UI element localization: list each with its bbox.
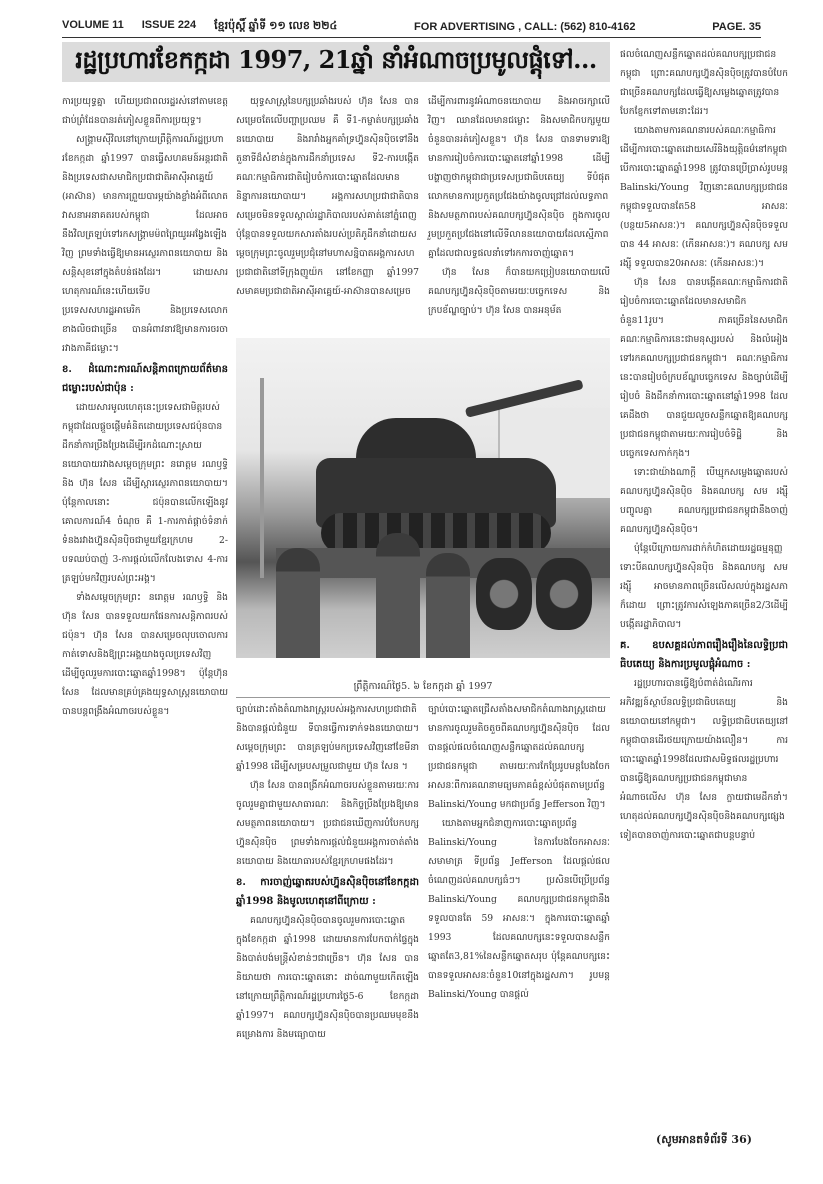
article-column-3-lower	[428, 700, 610, 1170]
article-paragraph: យោងតាមអ្នកជំនាញការបោះឆ្នោតប្រព័ន្ធ Balinski/Young នៃការបែងចែកអាសនៈសមាមាត្រ ទីប្រព័ន្ធ Jefferson ដែលផ្តល់ផលចំណេញដល់គណបក្សធំៗ។ ប្រសិនបើប្រើប្រព័ន្ធ Balinski/Young គណបក្សប្រជាជនកម្ពុជានឹងទទួលបានតែ 59 អាសនៈ។ ក្នុងការបោះឆ្នោតឆ្នាំ 1993 ដែលគណបក្សនេះទទួលបានសន្លឹកឆ្នោតតែ3,81%នៃសន្លឹកឆ្នោតសរុប ប៉ុន្តែគណបក្សនេះបានទទួលអាសនៈចំនួន10នៅក្នុងរដ្ឋសភា។ រូបមន្ត Balinski/Young បានផ្តល់	[428, 818, 610, 1000]
tank-tracks	[321, 513, 551, 553]
article-paragraph: ច្បាប់បោះឆ្នោតជ្រើសតាំងសមាជិកតំណាងរាស្ត្រដោយមានការចូលរួមតិចតួចពីគណបក្សហ្វ៊ុនស៊ិនប៉ិច ដែលបានផ្តល់ផលចំណេញសន្លឹកឆ្នោតដល់គណបក្សប្រជាជនកម្ពុជា តាមរយៈការកែប្រែរូបមន្តបែងចែកអាសនៈពីការគណនាមធ្យមភាគធំខ្ពស់បំផុតតាមប្រព័ន្ធ Balinski/Young មកជាប្រព័ន្ធ Jefferson វិញ។	[428, 704, 610, 810]
issue-label: ISSUE 224	[141, 19, 197, 31]
headline-banner	[62, 42, 610, 82]
truck-wheel	[536, 558, 592, 630]
article-paragraph: ប៉ុន្តែបើក្រោយការដាក់កំហិតដោយរដ្ឋធម្មនុញ្ញ ទោះបីគណបក្សហ្វ៊ុនស៊ិនប៉ិច និងគណបក្ស សម រង្ស៊ី អាចមានភាពច្រើនលើសលប់ក្នុងរដ្ឋសភា ក៏ដោយ ព្រោះត្រូវការសំឡេងភាគច្រើន2/3ដើម្បីបង្កើតរដ្ឋាភិបាល។	[620, 543, 788, 630]
section-heading: ខ. ដំណោះការណ៍សន្តិភាពក្រោយព័ត៌មានជម្លោះរបស់ជាប៉ុន :	[62, 364, 228, 394]
article-paragraph: ការប្រយុទ្ធគ្នា ហើយប្រជាពលរដ្ឋរស់នៅតាមខេត្តជាប់ព្រំដែនបានរត់ភៀសខ្លួនពីការប្រយុទ្ធ។	[62, 96, 228, 126]
soldier	[426, 553, 470, 658]
khmer-issue-label: ខ្មែរប៉ុស្តិ៍ ឆ្នាំទី ១១ លេខ ២២៤	[214, 20, 338, 32]
article-paragraph: ទោះជាយ៉ាងណាក្តី បើឃ្មុកសម្លេងឆ្នោតរបស់គណបក្សហ្វ៊ុនស៊ិនប៉ិច និងគណបក្ស សម រង្ស៊ី បញ្ចូលគ្នា គណបក្សប្រជាជនកម្ពុជានឹងចាញ់គណបក្សហ្វ៊ុនស៊ិនប៉ិច។	[620, 467, 788, 535]
article-column-2-lower	[236, 700, 419, 1170]
article-paragraph: ដើម្បីការពារនូវអំណាចនយោបាយ និងអាចរក្សាលើវិញ។ ឈានដែលមានជម្លោះ និងសមាជិកបក្សមួយចំនួនបានរត់ភៀសខ្លួន។ ហ៊ុន សែន បានទាមទារឱ្យមានការរៀបចំការបោះឆ្នោតនៅឆ្នាំ1998 ដើម្បីបង្ហាញថាកម្ពុជាជាប្រទេសប្រជាធិបតេយ្យ ទីបំផុតលោកមានការប្រកួតប្រជែងយ៉ាងចូលជ្រៅដល់លទ្ធភាព និងសមត្ថភាពរបស់គណបក្សហ្វ៊ុនស៊ិនប៉ិច ក្នុងការចូលរួមប្រកួតប្រជែងនៅលើទីលាននយោបាយដែលស្មើភាពគ្នាដែលជាលទ្ធផលនាំទៅរកការចាញ់ឆ្នោត។	[428, 96, 610, 259]
advertising-contact: FOR ADVERTISING , CALL: (562) 810-4162	[414, 21, 636, 33]
section-heading: ខ. ការចាញ់ឆ្នោតរបស់ហ្វ៊ុនស៊ិនប៉ិចនៅខែកក្កដា ឆ្នាំ1998 និងមូលហេតុនៅពីក្រោយ :	[236, 877, 419, 907]
article-paragraph: ទាំងសម្តេចក្រុមព្រះ នរោត្តម រណឫទ្ធិ និង ហ៊ុន សែន បានទទួលយកផែនការសន្តិភាពរបស់ជប៉ុន។ ហ៊ុន សែន បានសម្រេចលុបចោលការកាត់ទោសនិងឱ្យព្រះអង្គយាងចូលប្រទេសវិញដើម្បីចូលរួមការបោះឆ្នោតឆ្នាំ1998។ ប៉ុន្តែហ៊ុន សែន ដែលមានគ្រប់គ្រងយុទ្ធសាស្ត្រនយោបាយ បានបន្តពង្រឹងអំណាចរបស់ខ្លួន។	[62, 592, 228, 717]
article-paragraph: ច្បាប់ដោះតាំងតំណាងរាស្ត្ររបស់អង្គការសហប្រជាជាតិ និងបានផ្តល់ជំនួយ ទីបានធ្វើការទាក់ទងនយោបាយ។ សម្តេចក្រុមព្រះ បានត្រឡប់មកប្រទេសវិញនៅខែមីនា ឆ្នាំ1998 ដើម្បីសម្របសម្រួលជាមួយ ហ៊ុន សែន ។	[236, 704, 419, 772]
article-paragraph: ហ៊ុន សែន ក៏បានយកប្រៀបនយោបាយលើគណបក្សហ្វ៊ុនស៊ិនប៉ិចតាមរយៈបច្ចេកទេស និងក្របខ័ណ្ឌច្បាប់។ ហ៊ុន សែន បានអនុម័ត	[428, 267, 610, 316]
header-rule	[62, 37, 761, 38]
caption-rule	[236, 697, 610, 698]
news-photo	[236, 338, 610, 658]
section-heading: គ. ឧបសគ្គដល់ភាពរឿងរឿងនៃលទ្ធិប្រជាធិបតេយ្យ និងការប្រមូលផ្តុំអំណាច :	[620, 640, 788, 670]
article-paragraph: ហ៊ុន សែន បានពង្រីកអំណាចរបស់ខ្លួនតាមរយៈការចូលរួមគ្នាជាមួយសាធារណៈ និងកិច្ចប្រឹងប្រែងឱ្យមានសមត្ថភាពនយោបាយ។ ប្រជាជនឃើញការបំបែកបក្សហ្វ៊ុនស៊ិនប៉ិច ព្រមទាំងការផ្តល់ជំនួយអង្គការចាត់តាំងនយោបាយ និងយោធារបស់ខ្មែរក្រហមផងដែរ។	[236, 780, 419, 867]
soldier	[376, 533, 420, 658]
article-paragraph: ផលចំណេញសន្លឹកឆ្នោតដល់គណបក្សប្រជាជនកម្ពុជា ព្រោះគណបក្សហ្វ៊ុនស៊ិនប៉ិចត្រូវបានបំបែកជាច្រើនគណបក្សដែលធ្វើឱ្យសម្លេងឆ្នោតត្រូវបានបែកខ្ញែកទៅតាមនោះដែរ។	[620, 49, 788, 117]
page-header	[62, 18, 761, 36]
truck-wheel	[476, 558, 532, 630]
article-column-2	[236, 92, 419, 332]
article-column-3	[428, 92, 610, 332]
article-paragraph: យុទ្ធសាស្ត្រនៃបក្សប្រឆាំងរបស់ ហ៊ុន សែន បានសម្រេចតែលើបញ្ហាប្រឈម គឺ ទី1-កម្ចាត់បក្សប្រឆាំងនយោបាយ និងរារាំងអ្នកគាំទ្រហ្វ៊ុនស៊ិនប៉ិចទៅនឹងតួនាទីដ៏សំខាន់ក្នុងការដឹកនាំប្រទេស ទី2-ការបង្កើតគណៈកម្មាធិការជាតិរៀបចំការបោះឆ្នោតដែលមាននិន្នាការនយោបាយ។ អង្គការសហប្រជាជាតិបានសម្រេចមិនទទួលស្គាល់រដ្ឋាភិបាលរបស់គាត់នៅភ្នំពេញ ប៉ុន្តែបានទទួលយកសារតាំងរបស់ប្រតិភូដឹកនាំដោយសម្តេចក្រុមព្រះចូលរួមប្រជុំនៅមហាសន្និបាតអង្គការសហប្រជាជាតិនៅទីក្រុងញូយ៉ក នៅខែកញ្ញា ឆ្នាំ1997 សមាគមប្រជាជាតិអាស៊ីអាគ្នេយ៍-អាស៊ានបានសម្រេច	[236, 96, 419, 297]
issue-info	[62, 19, 337, 35]
page-number: PAGE. 35	[712, 21, 761, 33]
volume-label: VOLUME 11	[62, 19, 124, 31]
headline: រដ្ឋប្រហារខែកក្កដា 1997, 21ឆ្នាំ នាំអំណាចប្រមូលផ្តុំទៅ...	[75, 44, 597, 74]
photo-caption: ព្រឹត្តិការណ៍ថ្ងៃ5. ៦ ខែកក្កដា ឆ្នាំ 1997	[353, 681, 493, 692]
continued-on-page: (សូមអានតទំព័រទី 36)	[656, 1133, 752, 1146]
photo-pole	[260, 378, 264, 578]
article-paragraph: គណបក្សហ្វ៊ុនស៊ិនប៉ិចបានចូលរួមការបោះឆ្នោតក្នុងខែកក្កដា ឆ្នាំ1998 ដោយមានការបែកបាក់ផ្ទៃក្នុង និងបាត់បង់មន្ត្រីសំខាន់ៗជាច្រើន។ ហ៊ុន សែន បាននិយាយថា ការបោះឆ្នោតនោះ ដាច់ណាមួយកើតឡើងនៅក្រោយព្រឹត្តិការណ៍រដ្ឋប្រហារថ្ងៃ5-6 ខែកក្កដា ឆ្នាំ1997។ គណបក្សហ្វ៊ុនស៊ិនប៉ិចបានប្រឈមមុខនឹងគម្រោងការ និងមធ្យោបាយ	[236, 915, 419, 1040]
article-column-1	[62, 92, 228, 1172]
soldier	[276, 548, 320, 658]
article-paragraph: ដោយសារមូលហេតុនេះប្រទេសជាមិត្តរបស់កម្ពុជាដែលផ្តួចផ្តើមគំនិតដោយប្រទេសជប៉ុនបានដឹកនាំការប្រឹងប្រែងដើម្បីរកដំណោះស្រាយនយោបាយរវាងសម្តេចក្រុមព្រះ នរោត្តម រណឫទ្ធិ និង ហ៊ុន សែន ដើម្បីស្តារស្ថេរភាពនយោបាយ។ ប៉ុន្តែកាលនោះ ជប៉ុនបានលើកឡើងនូវគោលការណ៍4 ចំណុច គឺ 1-ការកាត់ផ្តាច់ទំនាក់ទំនងរវាងហ្វ៊ុនស៊ិនប៉ិចជាមួយខ្មែរក្រហម 2-បទឈប់បាញ់ 3-ការផ្តល់លើកលែងទោស 4-ការត្រឡប់មកវិញរបស់ព្រះអង្គ។	[62, 402, 228, 584]
article-paragraph: សង្គ្រាមស៊ីវិលនៅក្រោយព្រឹត្តិការណ៍រដ្ឋប្រហារខែកក្កដា ឆ្នាំ1997 បានធ្វើសហគមន៍អន្តរជាតិ និងប្រទេសជាសមាជិកប្រជាជាតិអាស៊ីអាគ្នេយ៍ (អាស៊ាន) មានការព្រួយបារម្ភយ៉ាងខ្លាំងអំពីលោតវាសនាអនាគតរបស់កម្ពុជា ដែលអាចនឹងវិលត្រឡប់ទៅរកសង្គ្រាមម៉ពព្រៃយូរអង្វែងឡើងវិញ ព្រមទាំងធ្វើឱ្យមានអស្ថេរភាពនយោបាយ និងសន្តិសុខនៅក្នុងតំបន់ផងដែរ។ ដោយសារហេតុការណ៍នេះហើយទើបប្រទេសសហរដ្ឋអាមេរិក និងប្រទេសលោកខាងលិចជាច្រើន បានអំពាវនាវឱ្យមានការចរចារវាងភាគីជម្លោះ។	[62, 134, 228, 354]
article-column-4	[620, 45, 788, 1135]
article-paragraph: ហ៊ុន សែន បានបង្កើតគណៈកម្មាធិការជាតិរៀបចំការបោះឆ្នោតដែលមានសមាជិកចំនួន11រូប។ ភាគច្រើននៃសមាជិកគណៈកម្មាធិការនេះជាមនុស្សរបស់ និងលំអៀងទៅរកគណបក្សប្រជាជនកម្ពុជា។ គណៈកម្មាធិការនេះបានរៀបចំក្របខ័ណ្ឌបច្ចេកទេស និងច្បាប់ដើម្បីរៀបចំ និងដឹកនាំការបោះឆ្នោតនៅឆ្នាំ1998 ដែលគេដឹងថា បានជួយលួចសន្លឹកឆ្នោតឱ្យគណបក្សប្រជាជនកម្ពុជាតាមរយៈការរៀបចំទិដ្ឋិ និងបច្ចេកទេសកាក់កុង។	[620, 277, 788, 459]
article-paragraph: រដ្ឋប្រហារបានធ្វើឱ្យបំពាត់ដំណើរការអភិវឌ្ឍន៍ស្ថាប័នលទ្ធិប្រជាធិបតេយ្យ និងនយោបាយនៅកម្ពុជា។ លទ្ធិប្រជាធិបតេយ្យនៅកម្ពុជាបានដើរថយក្រោយយ៉ាងលឿន។ ការបោះឆ្នោតឆ្នាំ1998ដែលជាសមិទ្ធផលរដ្ឋប្រហារបានធ្វើឱ្យគណបក្សប្រជាជនកម្ពុជាមានអំណាចលើស ហ៊ុន សែន ក្លាយជាមេដឹកនាំ។ ហេតុដល់គណបក្សហ្វ៊ុនស៊ិនប៉ិចនិងគណបក្សផ្សេងទៀតបានចាញ់ការបោះឆ្នោតជាបន្តបន្ទាប់	[620, 678, 788, 841]
article-paragraph: យោងតាមការគណនារបស់គណៈកម្មាធិការដើម្បីការបោះឆ្នោតដោយសេរីនិងយុត្តិធម៌នៅកម្ពុជា បើការបោះឆ្នោតឆ្នាំ1998 ត្រូវបានប្រើប្រាស់រូបមន្ត Balinski/Young វិញនោះគណបក្សប្រជាជនកម្ពុជាទទួលបានតែ58 អាសនៈ (បន្ថយ5អាសនៈ)។ គណបក្សហ្វ៊ុនស៊ិនប៉ិចទទួលបាន 44 អាសនៈ (កើនអាសនៈ)។ គណបក្ស សម រង្ស៊ី ទទួលបាន20អាសនៈ (កើនអាសនៈ)។	[620, 125, 788, 269]
